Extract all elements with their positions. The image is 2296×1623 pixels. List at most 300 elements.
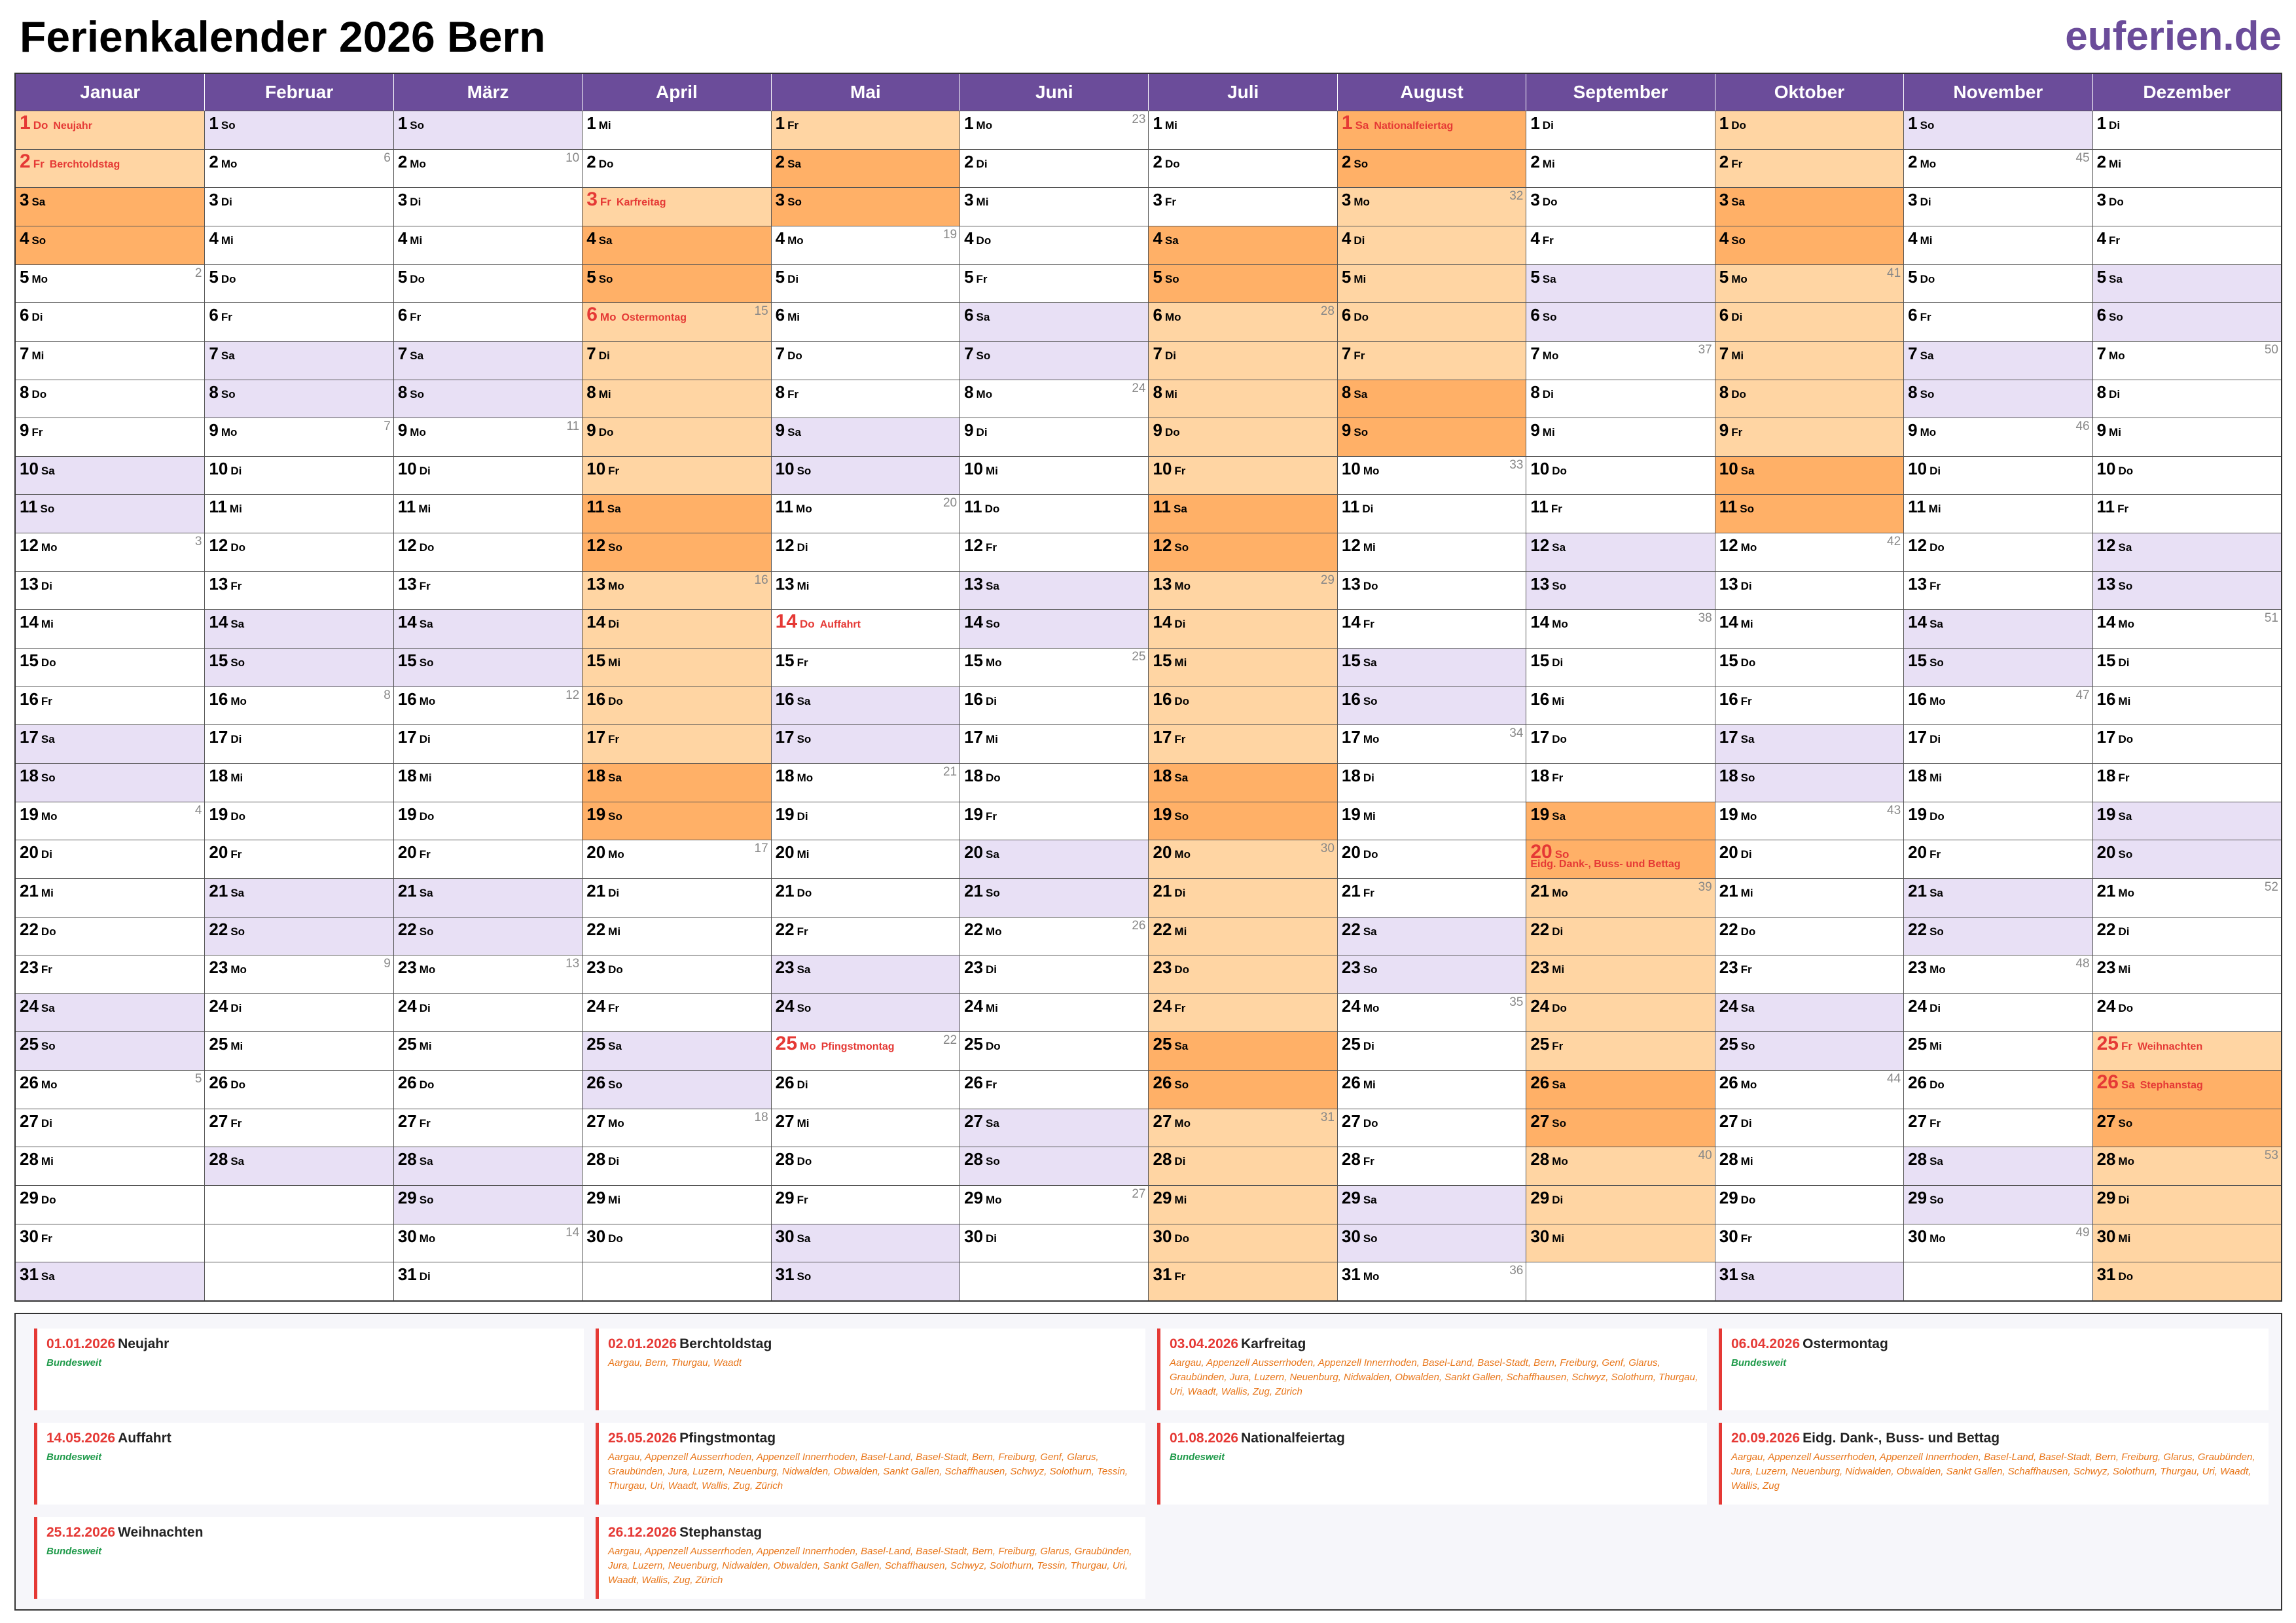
day-cell[interactable]	[960, 609, 1148, 648]
day-cell[interactable]	[2092, 917, 2281, 955]
day-cell[interactable]	[960, 380, 1148, 418]
day-cell[interactable]	[960, 840, 1148, 878]
day-cell[interactable]	[393, 1262, 582, 1300]
day-cell[interactable]	[1715, 1031, 1903, 1070]
day-cell[interactable]	[1337, 571, 1526, 610]
day-cell[interactable]	[1148, 648, 1336, 687]
day-cell[interactable]	[771, 302, 960, 341]
day-cell[interactable]	[393, 226, 582, 264]
day-cell[interactable]	[16, 687, 204, 725]
day-cell[interactable]	[960, 111, 1148, 149]
day-cell[interactable]	[1903, 609, 2092, 648]
day-cell[interactable]	[1715, 264, 1903, 303]
day-cell[interactable]	[2092, 1224, 2281, 1262]
day-cell[interactable]	[1148, 840, 1336, 878]
day-cell[interactable]	[2092, 149, 2281, 188]
day-cell[interactable]	[204, 763, 393, 802]
day-cell[interactable]	[2092, 1070, 2281, 1109]
day-cell[interactable]	[1526, 187, 1714, 226]
day-cell[interactable]	[771, 149, 960, 188]
day-cell[interactable]	[960, 187, 1148, 226]
day-cell[interactable]	[960, 533, 1148, 571]
day-cell[interactable]	[2092, 993, 2281, 1032]
day-cell[interactable]	[1148, 341, 1336, 380]
day-cell[interactable]	[16, 456, 204, 495]
day-cell[interactable]	[1715, 149, 1903, 188]
day-cell[interactable]	[393, 1147, 582, 1185]
day-cell[interactable]	[204, 840, 393, 878]
day-cell[interactable]	[582, 264, 770, 303]
day-cell[interactable]	[2092, 840, 2281, 878]
day-cell[interactable]	[1903, 840, 2092, 878]
day-cell[interactable]	[771, 187, 960, 226]
day-cell[interactable]	[960, 917, 1148, 955]
day-cell[interactable]	[582, 533, 770, 571]
day-cell[interactable]	[16, 264, 204, 303]
day-cell[interactable]	[204, 1147, 393, 1185]
day-cell[interactable]	[1148, 456, 1336, 495]
day-cell[interactable]	[582, 1147, 770, 1185]
day-cell[interactable]	[1903, 687, 2092, 725]
day-cell[interactable]	[393, 648, 582, 687]
day-cell[interactable]	[16, 571, 204, 610]
day-cell[interactable]	[2092, 724, 2281, 763]
day-cell[interactable]	[771, 533, 960, 571]
day-cell[interactable]	[393, 917, 582, 955]
day-cell[interactable]	[204, 917, 393, 955]
day-cell[interactable]	[393, 111, 582, 149]
day-cell[interactable]	[1526, 1031, 1714, 1070]
day-cell[interactable]	[1715, 341, 1903, 380]
day-cell[interactable]	[771, 802, 960, 840]
day-cell[interactable]	[1526, 993, 1714, 1032]
day-cell[interactable]	[771, 763, 960, 802]
day-cell[interactable]	[1337, 187, 1526, 226]
day-cell[interactable]	[960, 1185, 1148, 1224]
day-cell[interactable]	[393, 1185, 582, 1224]
day-cell[interactable]	[204, 149, 393, 188]
day-cell[interactable]	[771, 264, 960, 303]
day-cell[interactable]	[204, 302, 393, 341]
day-cell[interactable]	[393, 955, 582, 993]
day-cell[interactable]	[771, 494, 960, 533]
day-cell[interactable]	[582, 802, 770, 840]
day-cell[interactable]	[1337, 1147, 1526, 1185]
day-cell[interactable]	[1337, 840, 1526, 878]
day-cell[interactable]	[1903, 724, 2092, 763]
day-cell[interactable]	[771, 418, 960, 456]
day-cell[interactable]	[1715, 1070, 1903, 1109]
day-cell[interactable]	[771, 111, 960, 149]
day-cell[interactable]	[1715, 648, 1903, 687]
day-cell[interactable]	[1715, 571, 1903, 610]
day-cell[interactable]	[393, 687, 582, 725]
day-cell[interactable]	[771, 1070, 960, 1109]
day-cell[interactable]	[393, 1224, 582, 1262]
day-cell[interactable]	[1337, 609, 1526, 648]
day-cell[interactable]	[204, 571, 393, 610]
day-cell[interactable]	[393, 1109, 582, 1147]
day-cell[interactable]	[1148, 955, 1336, 993]
day-cell[interactable]	[1903, 302, 2092, 341]
day-cell[interactable]	[1715, 418, 1903, 456]
day-cell[interactable]	[1715, 763, 1903, 802]
day-cell[interactable]	[1903, 1070, 2092, 1109]
day-cell[interactable]	[771, 226, 960, 264]
day-cell[interactable]	[1526, 533, 1714, 571]
day-cell[interactable]	[393, 571, 582, 610]
day-cell[interactable]	[582, 1185, 770, 1224]
day-cell[interactable]	[2092, 1262, 2281, 1300]
day-cell[interactable]	[1337, 763, 1526, 802]
day-cell[interactable]	[582, 1070, 770, 1109]
day-cell[interactable]	[2092, 763, 2281, 802]
day-cell[interactable]	[1148, 1147, 1336, 1185]
day-cell[interactable]	[771, 1262, 960, 1300]
day-cell[interactable]	[16, 1031, 204, 1070]
day-cell[interactable]	[204, 955, 393, 993]
day-cell[interactable]	[16, 955, 204, 993]
day-cell[interactable]	[1337, 724, 1526, 763]
day-cell[interactable]	[1903, 955, 2092, 993]
day-cell[interactable]	[1715, 456, 1903, 495]
day-cell[interactable]	[960, 302, 1148, 341]
day-cell[interactable]	[582, 456, 770, 495]
day-cell[interactable]	[1148, 1224, 1336, 1262]
day-cell[interactable]	[1903, 763, 2092, 802]
day-cell[interactable]	[393, 878, 582, 917]
day-cell[interactable]	[2092, 418, 2281, 456]
day-cell[interactable]	[960, 878, 1148, 917]
day-cell[interactable]	[1903, 571, 2092, 610]
day-cell[interactable]	[393, 264, 582, 303]
day-cell[interactable]	[1148, 687, 1336, 725]
day-cell[interactable]	[204, 687, 393, 725]
day-cell[interactable]	[1148, 264, 1336, 303]
day-cell[interactable]	[960, 571, 1148, 610]
day-cell[interactable]	[1337, 955, 1526, 993]
day-cell[interactable]	[582, 149, 770, 188]
day-cell[interactable]	[204, 187, 393, 226]
day-cell[interactable]	[204, 1109, 393, 1147]
day-cell[interactable]	[204, 724, 393, 763]
day-cell[interactable]	[771, 724, 960, 763]
day-cell[interactable]	[16, 418, 204, 456]
day-cell[interactable]	[204, 993, 393, 1032]
day-cell[interactable]	[960, 1109, 1148, 1147]
day-cell[interactable]	[1337, 380, 1526, 418]
day-cell[interactable]	[1715, 1185, 1903, 1224]
day-cell[interactable]	[960, 456, 1148, 495]
day-cell[interactable]	[960, 802, 1148, 840]
day-cell[interactable]	[1715, 380, 1903, 418]
day-cell[interactable]	[16, 149, 204, 188]
day-cell[interactable]	[393, 763, 582, 802]
day-cell[interactable]	[1903, 187, 2092, 226]
day-cell[interactable]	[1526, 917, 1714, 955]
day-cell[interactable]	[1526, 1070, 1714, 1109]
day-cell[interactable]	[204, 380, 393, 418]
day-cell[interactable]	[582, 648, 770, 687]
day-cell[interactable]	[1715, 802, 1903, 840]
day-cell[interactable]	[1526, 840, 1714, 878]
day-cell[interactable]	[1337, 418, 1526, 456]
day-cell[interactable]	[1715, 226, 1903, 264]
day-cell[interactable]	[16, 187, 204, 226]
day-cell[interactable]	[1337, 917, 1526, 955]
day-cell[interactable]	[1903, 494, 2092, 533]
day-cell[interactable]	[1337, 1109, 1526, 1147]
day-cell[interactable]	[1337, 456, 1526, 495]
day-cell[interactable]	[2092, 802, 2281, 840]
day-cell[interactable]	[1715, 687, 1903, 725]
day-cell[interactable]	[1337, 533, 1526, 571]
day-cell[interactable]	[1148, 878, 1336, 917]
day-cell[interactable]	[1148, 609, 1336, 648]
day-cell[interactable]	[2092, 111, 2281, 149]
day-cell[interactable]	[771, 648, 960, 687]
day-cell[interactable]	[582, 878, 770, 917]
day-cell[interactable]	[1903, 226, 2092, 264]
day-cell[interactable]	[1337, 149, 1526, 188]
day-cell[interactable]	[204, 1031, 393, 1070]
day-cell[interactable]	[1903, 111, 2092, 149]
day-cell[interactable]	[1337, 1031, 1526, 1070]
day-cell[interactable]	[960, 1070, 1148, 1109]
day-cell[interactable]	[771, 1185, 960, 1224]
day-cell[interactable]	[1903, 456, 2092, 495]
day-cell[interactable]	[2092, 609, 2281, 648]
day-cell[interactable]	[1715, 724, 1903, 763]
day-cell[interactable]	[582, 187, 770, 226]
day-cell[interactable]	[1148, 187, 1336, 226]
day-cell[interactable]	[1715, 1224, 1903, 1262]
day-cell[interactable]	[1903, 917, 2092, 955]
day-cell[interactable]	[1337, 264, 1526, 303]
day-cell[interactable]	[960, 264, 1148, 303]
day-cell[interactable]	[2092, 571, 2281, 610]
day-cell[interactable]	[2092, 687, 2281, 725]
day-cell[interactable]	[960, 149, 1148, 188]
day-cell[interactable]	[1526, 1185, 1714, 1224]
day-cell[interactable]	[2092, 456, 2281, 495]
day-cell[interactable]	[582, 724, 770, 763]
day-cell[interactable]	[1903, 1147, 2092, 1185]
day-cell[interactable]	[771, 878, 960, 917]
day-cell[interactable]	[771, 1109, 960, 1147]
day-cell[interactable]	[1337, 302, 1526, 341]
day-cell[interactable]	[1148, 1031, 1336, 1070]
day-cell[interactable]	[1903, 878, 2092, 917]
day-cell[interactable]	[771, 687, 960, 725]
day-cell[interactable]	[960, 1031, 1148, 1070]
day-cell[interactable]	[393, 418, 582, 456]
day-cell[interactable]	[1715, 1262, 1903, 1300]
day-cell[interactable]	[1337, 494, 1526, 533]
day-cell[interactable]	[582, 763, 770, 802]
day-cell[interactable]	[960, 955, 1148, 993]
day-cell[interactable]	[16, 1070, 204, 1109]
day-cell[interactable]	[1148, 571, 1336, 610]
day-cell[interactable]	[960, 1224, 1148, 1262]
day-cell[interactable]	[16, 609, 204, 648]
day-cell[interactable]	[1526, 380, 1714, 418]
day-cell[interactable]	[1715, 111, 1903, 149]
day-cell[interactable]	[204, 418, 393, 456]
day-cell[interactable]	[393, 456, 582, 495]
day-cell[interactable]	[1715, 494, 1903, 533]
day-cell[interactable]	[16, 226, 204, 264]
day-cell[interactable]	[1526, 302, 1714, 341]
day-cell[interactable]	[1715, 993, 1903, 1032]
day-cell[interactable]	[2092, 264, 2281, 303]
day-cell[interactable]	[1148, 993, 1336, 1032]
day-cell[interactable]	[582, 302, 770, 341]
day-cell[interactable]	[771, 1147, 960, 1185]
day-cell[interactable]	[1148, 380, 1336, 418]
day-cell[interactable]	[582, 226, 770, 264]
day-cell[interactable]	[582, 917, 770, 955]
day-cell[interactable]	[393, 494, 582, 533]
day-cell[interactable]	[204, 111, 393, 149]
day-cell[interactable]	[2092, 533, 2281, 571]
day-cell[interactable]	[2092, 955, 2281, 993]
day-cell[interactable]	[1337, 1224, 1526, 1262]
day-cell[interactable]	[582, 494, 770, 533]
day-cell[interactable]	[16, 724, 204, 763]
day-cell[interactable]	[771, 380, 960, 418]
day-cell[interactable]	[393, 302, 582, 341]
day-cell[interactable]	[1903, 1031, 2092, 1070]
day-cell[interactable]	[2092, 302, 2281, 341]
day-cell[interactable]	[2092, 380, 2281, 418]
day-cell[interactable]	[16, 1185, 204, 1224]
day-cell[interactable]	[204, 878, 393, 917]
day-cell[interactable]	[16, 1109, 204, 1147]
day-cell[interactable]	[582, 1224, 770, 1262]
day-cell[interactable]	[1903, 149, 2092, 188]
day-cell[interactable]	[393, 533, 582, 571]
day-cell[interactable]	[1526, 149, 1714, 188]
day-cell[interactable]	[1148, 149, 1336, 188]
day-cell[interactable]	[16, 533, 204, 571]
day-cell[interactable]	[582, 687, 770, 725]
day-cell[interactable]	[1337, 226, 1526, 264]
day-cell[interactable]	[393, 1070, 582, 1109]
day-cell[interactable]	[1148, 802, 1336, 840]
day-cell[interactable]	[1526, 802, 1714, 840]
day-cell[interactable]	[1903, 264, 2092, 303]
day-cell[interactable]	[204, 802, 393, 840]
day-cell[interactable]	[1526, 609, 1714, 648]
day-cell[interactable]	[204, 1070, 393, 1109]
day-cell[interactable]	[1526, 687, 1714, 725]
day-cell[interactable]	[1337, 993, 1526, 1032]
day-cell[interactable]	[393, 609, 582, 648]
day-cell[interactable]	[1526, 341, 1714, 380]
day-cell[interactable]	[2092, 1147, 2281, 1185]
day-cell[interactable]	[1903, 993, 2092, 1032]
day-cell[interactable]	[1148, 724, 1336, 763]
day-cell[interactable]	[1148, 418, 1336, 456]
day-cell[interactable]	[1526, 571, 1714, 610]
day-cell[interactable]	[1526, 1224, 1714, 1262]
day-cell[interactable]	[1903, 1109, 2092, 1147]
day-cell[interactable]	[1148, 494, 1336, 533]
day-cell[interactable]	[16, 648, 204, 687]
day-cell[interactable]	[771, 917, 960, 955]
day-cell[interactable]	[771, 1031, 960, 1070]
day-cell[interactable]	[1148, 533, 1336, 571]
day-cell[interactable]	[582, 341, 770, 380]
day-cell[interactable]	[582, 111, 770, 149]
day-cell[interactable]	[960, 648, 1148, 687]
day-cell[interactable]	[1148, 226, 1336, 264]
day-cell[interactable]	[204, 609, 393, 648]
day-cell[interactable]	[960, 687, 1148, 725]
day-cell[interactable]	[960, 418, 1148, 456]
day-cell[interactable]	[1715, 609, 1903, 648]
day-cell[interactable]	[1715, 302, 1903, 341]
day-cell[interactable]	[960, 341, 1148, 380]
day-cell[interactable]	[1337, 1262, 1526, 1300]
day-cell[interactable]	[960, 494, 1148, 533]
day-cell[interactable]	[1526, 456, 1714, 495]
day-cell[interactable]	[1148, 917, 1336, 955]
day-cell[interactable]	[16, 111, 204, 149]
day-cell[interactable]	[204, 648, 393, 687]
day-cell[interactable]	[582, 993, 770, 1032]
day-cell[interactable]	[1526, 955, 1714, 993]
day-cell[interactable]	[393, 840, 582, 878]
day-cell[interactable]	[1903, 533, 2092, 571]
day-cell[interactable]	[771, 571, 960, 610]
day-cell[interactable]	[582, 380, 770, 418]
day-cell[interactable]	[771, 341, 960, 380]
day-cell[interactable]	[960, 226, 1148, 264]
day-cell[interactable]	[582, 609, 770, 648]
day-cell[interactable]	[771, 609, 960, 648]
day-cell[interactable]	[393, 993, 582, 1032]
day-cell[interactable]	[1715, 1147, 1903, 1185]
day-cell[interactable]	[2092, 1031, 2281, 1070]
day-cell[interactable]	[1148, 763, 1336, 802]
day-cell[interactable]	[16, 494, 204, 533]
day-cell[interactable]	[2092, 226, 2281, 264]
day-cell[interactable]	[1337, 802, 1526, 840]
day-cell[interactable]	[16, 380, 204, 418]
day-cell[interactable]	[16, 878, 204, 917]
day-cell[interactable]	[1148, 1070, 1336, 1109]
day-cell[interactable]	[16, 993, 204, 1032]
day-cell[interactable]	[771, 456, 960, 495]
day-cell[interactable]	[2092, 878, 2281, 917]
day-cell[interactable]	[1526, 226, 1714, 264]
day-cell[interactable]	[771, 1224, 960, 1262]
day-cell[interactable]	[1526, 724, 1714, 763]
day-cell[interactable]	[1526, 648, 1714, 687]
day-cell[interactable]	[393, 724, 582, 763]
day-cell[interactable]	[1526, 1109, 1714, 1147]
day-cell[interactable]	[393, 187, 582, 226]
day-cell[interactable]	[582, 1109, 770, 1147]
day-cell[interactable]	[960, 1147, 1148, 1185]
day-cell[interactable]	[960, 993, 1148, 1032]
day-cell[interactable]	[1903, 802, 2092, 840]
day-cell[interactable]	[1337, 1185, 1526, 1224]
day-cell[interactable]	[1337, 111, 1526, 149]
brand-logo[interactable]: euferien.de	[2065, 14, 2282, 59]
